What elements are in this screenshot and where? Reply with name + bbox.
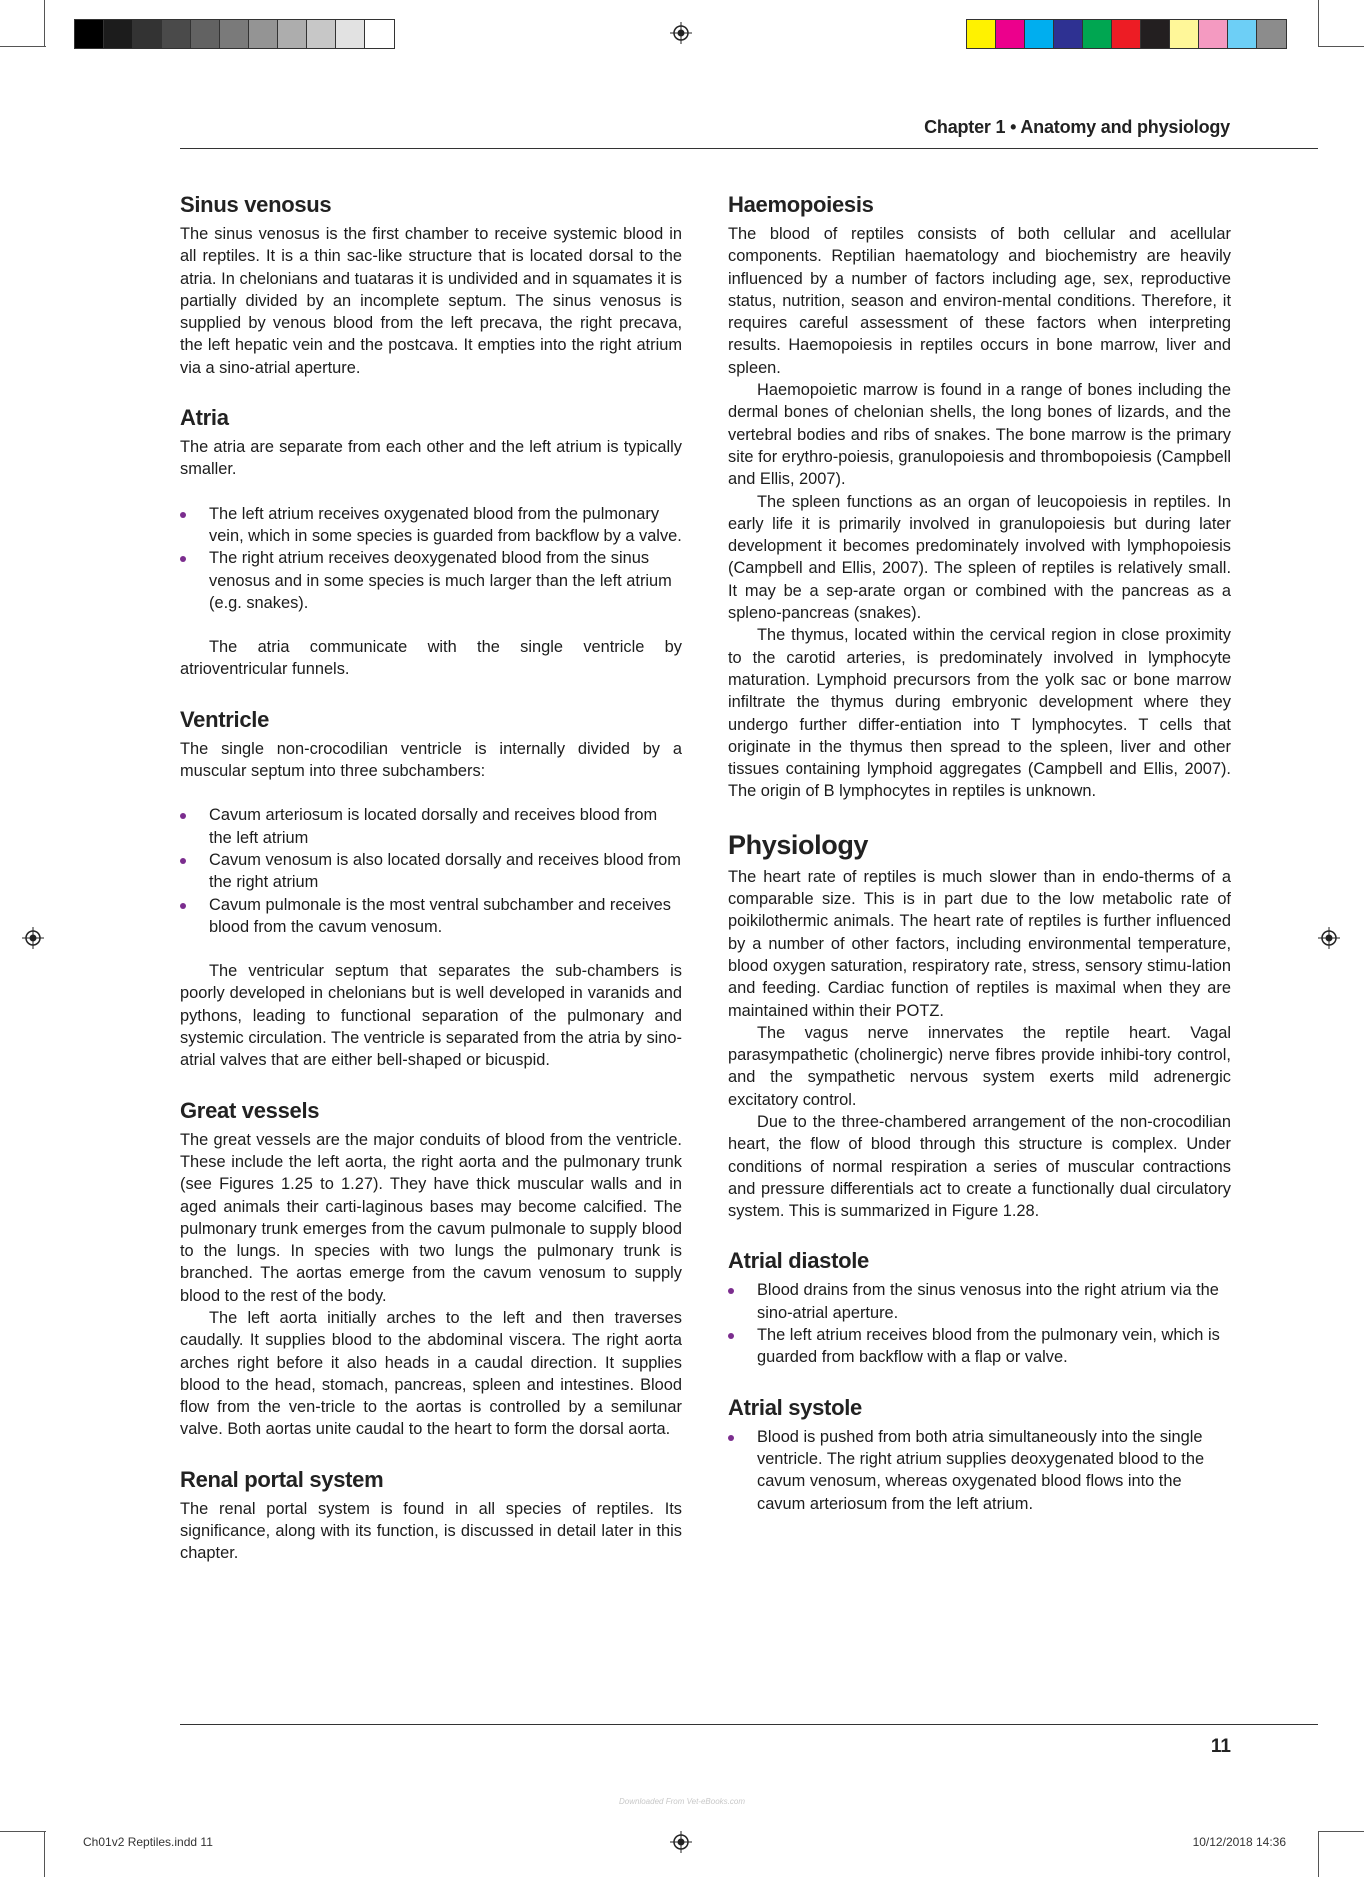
bullet-list <box>180 503 682 614</box>
process-color-bar <box>966 19 1287 49</box>
section-heading: Atria <box>180 405 229 431</box>
crop-mark <box>1318 0 1319 46</box>
section-heading: Ventricle <box>180 706 270 732</box>
paragraph: The atria communicate with the single ventricle by atrioventricular funnels. <box>180 638 682 679</box>
bullet-icon <box>728 1288 734 1294</box>
registration-mark-icon <box>670 1831 692 1853</box>
crop-mark <box>1318 1831 1364 1832</box>
list-item: Cavum pulmonale is the most ventral subchamber and receives blood from the cavum venosum. <box>180 894 682 939</box>
paragraph: The vagus nerve innervates the reptile heart. Vagal parasympathetic (cholinergic) nerve fibres provide inhibi-tory control, and the sympathetic nervous system exerts mild adrenergic excitatory control. <box>728 1023 1231 1109</box>
list-item: Cavum venosum is also located dorsally and receives blood from the right atrium <box>180 849 682 894</box>
paragraph: Haemopoietic marrow is found in a range of bones including the dermal bones of chelonian shells, the long bones of lizards, and the vertebral bodies and ribs of snakes. The bone marrow is the primary site for erythro-poiesis, granulopoiesis and thrombopoiesis (Campbell and Ellis, 2007). <box>728 381 1231 489</box>
running-head: Chapter 1 • Anatomy and physiology <box>924 117 1230 137</box>
color-swatch <box>1141 20 1170 48</box>
grayscale-color-bar <box>74 19 395 49</box>
color-swatch <box>1228 20 1257 48</box>
crop-mark <box>44 0 45 46</box>
registration-mark-icon <box>1318 927 1340 949</box>
section-heading: Atrial systole <box>728 1394 862 1420</box>
main-heading: Physiology <box>728 829 869 860</box>
right-column <box>728 192 1231 1515</box>
color-swatch <box>104 20 133 48</box>
paragraph: The renal portal system is found in all species of reptiles. Its significance, along with its function, is discussed in detail later in this chapter. <box>180 1499 682 1563</box>
watermark: Downloaded From Vet-eBooks.com <box>619 1797 745 1806</box>
paragraph: The blood of reptiles consists of both cellular and acellular components. Reptilian haematology and biochemistry are heavily influenced by a number of factors including age, sex, reproductive status, nutrition, season and environ-mental conditions. Therefore, it requires careful assessment of these factors when interpreting results. Haemopoiesis in reptiles occurs in bone marrow, liver and spleen. <box>728 225 1231 377</box>
bullet-icon <box>728 1333 734 1339</box>
bullet-icon <box>728 1435 734 1441</box>
header-rule <box>180 148 1318 149</box>
registration-mark-icon <box>22 927 44 949</box>
bullet-icon <box>180 903 186 909</box>
bullet-icon <box>180 512 186 518</box>
color-swatch <box>1257 20 1286 48</box>
list-item: Blood drains from the sinus venosus into the right atrium via the sino-atrial aperture. <box>728 1279 1231 1324</box>
paragraph: The heart rate of reptiles is much slower than in endo-therms of a comparable size. This is in part due to the low metabolic rate of poikilothermic animals. The heart rate of reptiles is further influenced by a number of other factors, including environmental temperature, blood oxygen saturation, respiratory rate, stress, sensory stimu-lation and feeding. Cardiac function of reptiles is maximal when they are maintained within their POTZ. <box>728 867 1231 1020</box>
page-number: 11 <box>1210 1736 1231 1757</box>
footer-rule <box>180 1724 1318 1725</box>
list-item: Blood is pushed from both atria simultaneously into the single ventricle. The right atrium supplies deoxygenated blood to the cavum venosum, whereas oxygenated blood flows into the cavum arteriosum from the left atrium. <box>728 1426 1231 1515</box>
color-swatch <box>162 20 191 48</box>
paragraph: The spleen functions as an organ of leucopoiesis in reptiles. In early life it is primarily involved in granulopoiesis but during later development it becomes predominately involved with lymphopoiesis (Campbell and Ellis, 2007). The spleen of reptiles is relatively small. It may be a sep-arate organ or combined with the pancreas as a spleno-pancreas (snakes). <box>728 492 1231 623</box>
paragraph: Due to the three-chambered arrangement of the non-crocodilian heart, the flow of blood through this structure is complex. Under conditions of normal respiration a series of muscular contractions and pressure differentials act to create a functionally dual circulatory system. This is summarized in Figure 1.28. <box>728 1112 1231 1221</box>
color-swatch <box>365 20 394 48</box>
bullet-icon <box>180 813 186 819</box>
color-swatch <box>1199 20 1228 48</box>
color-swatch <box>278 20 307 48</box>
section-heading: Renal portal system <box>180 1466 384 1492</box>
slug-filename: Ch01v2 Reptiles.indd 11 <box>83 1835 213 1849</box>
color-swatch <box>1170 20 1199 48</box>
slug-timestamp: 10/12/2018 14:36 <box>1192 1835 1286 1849</box>
list-item: The left atrium receives blood from the pulmonary vein, which is guarded from backflow with a flap or valve. <box>728 1324 1231 1369</box>
section-heading: Atrial diastole <box>728 1248 869 1274</box>
color-swatch <box>133 20 162 48</box>
color-swatch <box>191 20 220 48</box>
color-swatch <box>1083 20 1112 48</box>
color-swatch <box>336 20 365 48</box>
paragraph: The thymus, located within the cervical region in close proximity to the carotid arteries, is predominately involved in lymphocyte maturation. Lymphoid precursors from the yolk sac or bone marrow infiltrate the thymus during embryonic development where they undergo further differ-entiation into T lymphocytes. T cells that originate in the thymus then spread to the spleen, liver and other tissues containing lymphoid aggregates (Campbell and Ellis, 2007). The origin of B lymphocytes in reptiles is unknown. <box>728 626 1231 801</box>
color-swatch <box>75 20 104 48</box>
color-swatch <box>1025 20 1054 48</box>
paragraph: The left aorta initially arches to the left and then traverses caudally. It supplies blood to the abdominal viscera. The right aorta arches right before it also heads in a caudal direction. It supplies blood to the head, stomach, pancreas, spleen and intestines. Blood flow from the ven-tricle to the aortas is controlled by a semilunar valve. Both aortas unite caudal to the heart to form the dorsal aorta. <box>180 1308 682 1439</box>
color-swatch <box>967 20 996 48</box>
crop-mark <box>0 46 46 47</box>
paragraph: The single non-crocodilian ventricle is internally divided by a muscular septum into three subchambers: <box>180 739 682 781</box>
color-swatch <box>1112 20 1141 48</box>
section-heading: Great vessels <box>180 1097 320 1123</box>
color-swatch <box>307 20 336 48</box>
crop-mark <box>0 1831 46 1832</box>
paragraph: The ventricular septum that separates the sub-chambers is poorly developed in chelonians but is well developed in varanids and pythons, leading to functional separation of the pulmonary and systemic circulation. The ventricle is separated from the atria by sino-atrial valves that are either bell-shaped or bicuspid. <box>180 962 682 1070</box>
list-item: The right atrium receives deoxygenated blood from the sinus venosus and in some species is much larger than the left atrium (e.g. snakes). <box>180 547 682 614</box>
crop-mark <box>1318 1831 1319 1877</box>
color-swatch <box>1054 20 1083 48</box>
crop-mark <box>44 1831 45 1877</box>
list-item: The left atrium receives oxygenated blood from the pulmonary vein, which in some species is guarded from backflow by a valve. <box>180 503 682 548</box>
color-swatch <box>996 20 1025 48</box>
crop-mark <box>1318 46 1364 47</box>
section-heading: Haemopoiesis <box>728 192 874 217</box>
bullet-icon <box>180 858 186 864</box>
paragraph: The atria are separate from each other and the left atrium is typically smaller. <box>180 438 682 479</box>
color-swatch <box>220 20 249 48</box>
paragraph: The sinus venosus is the first chamber to receive systemic blood in all reptiles. It is a thin sac-like structure that is located dorsal to the atria. In chelonians and tuataras it is undivided and in squamates it is partially divided by an incomplete septum. The sinus venosus is supplied by venous blood from the left precava, the right precava, the left hepatic vein and the postcava. It empties into the right atrium via a sino-atrial aperture. <box>180 225 682 377</box>
bullet-icon <box>180 556 186 562</box>
bullet-list <box>728 1426 1231 1515</box>
color-swatch <box>249 20 278 48</box>
list-item: Cavum arteriosum is located dorsally and receives blood from the left atrium <box>180 804 682 849</box>
registration-mark-icon <box>670 22 692 44</box>
bullet-list <box>728 1279 1231 1368</box>
section-heading: Sinus venosus <box>180 192 332 217</box>
left-column <box>180 192 682 1565</box>
bullet-list <box>180 804 682 938</box>
paragraph: The great vessels are the major conduits of blood from the ventricle. These include the left aorta, the right aorta and the pulmonary trunk (see Figures 1.25 to 1.27). They have thick muscular walls and in aged animals their carti-laginous bases may become calcified. The pulmonary trunk emerges from the cavum pulmonale to supply blood to the lungs. In species with two lungs the pulmonary trunk is branched. The aortas emerge from the cavum venosum to supply blood to the rest of the body. <box>180 1130 682 1305</box>
